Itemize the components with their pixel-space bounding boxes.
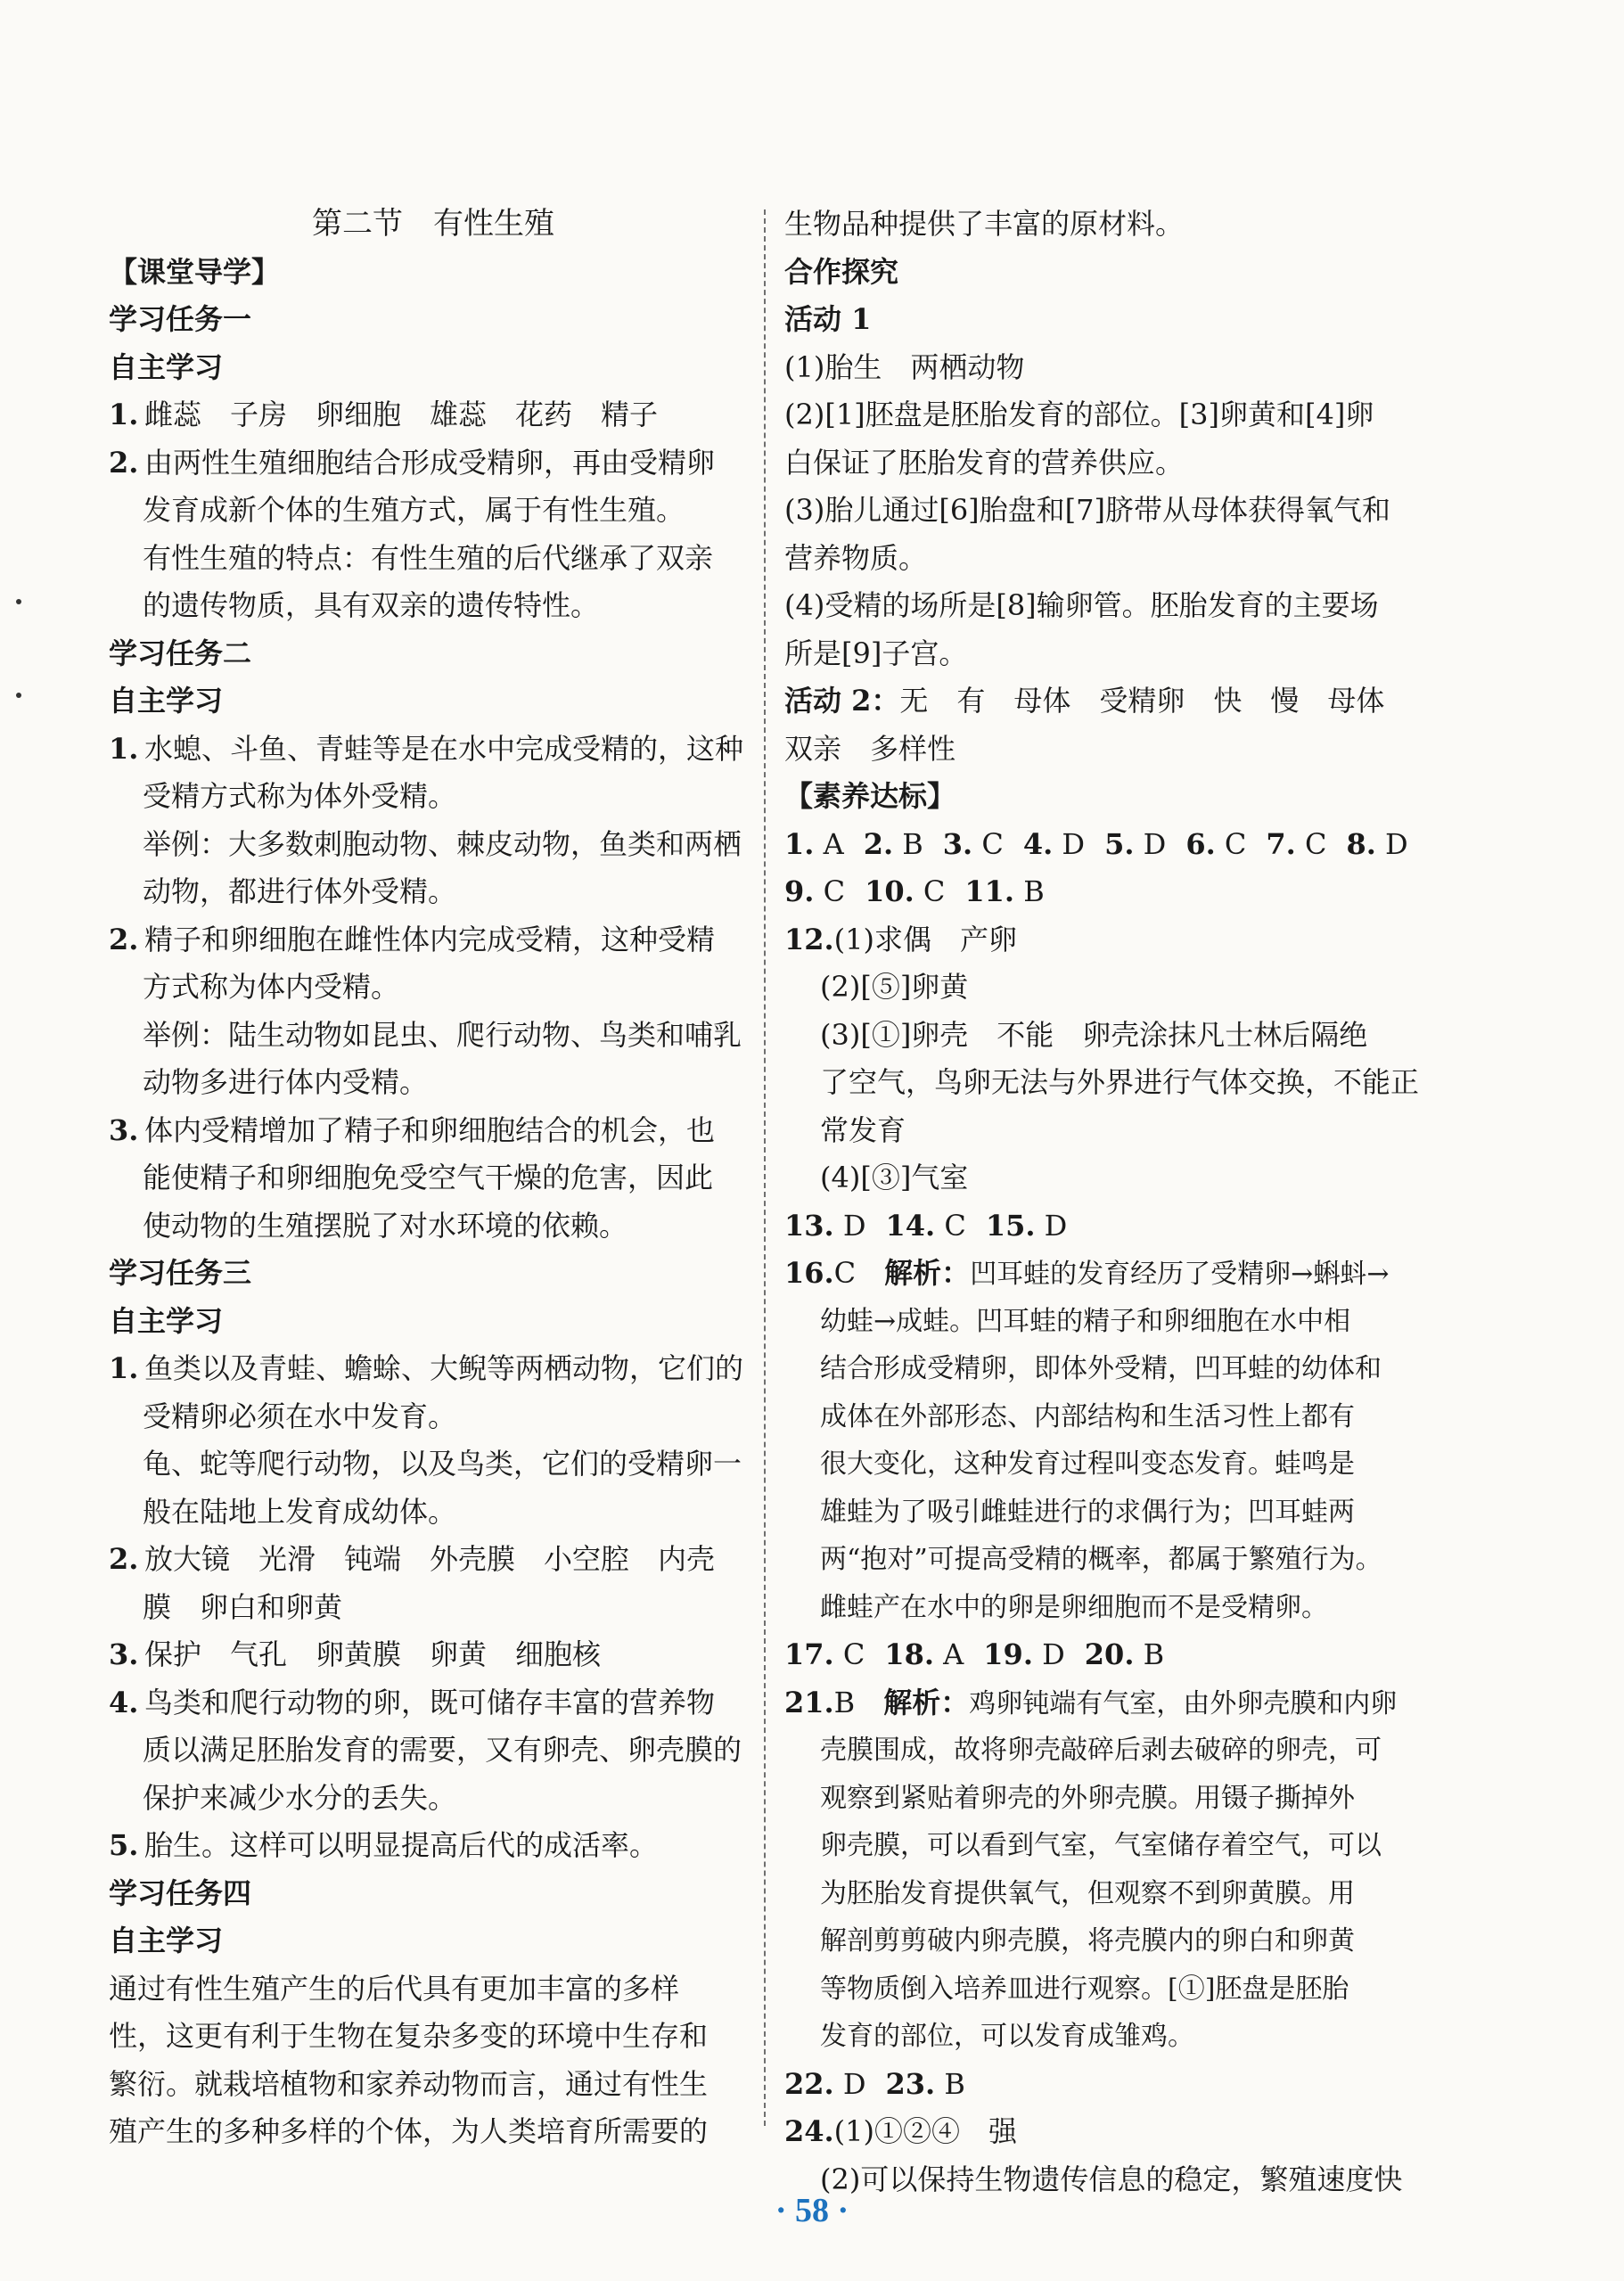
answer-value: D xyxy=(1042,1637,1065,1671)
question-number: 19. xyxy=(983,1637,1033,1671)
answer-value: D xyxy=(842,2066,866,2101)
line-text: 通过有性生殖产生的后代具有更加丰富的多样 xyxy=(109,1971,680,2006)
line-text: 学习任务一 xyxy=(109,302,252,336)
line-text: (4)受精的场所是[8]输卵管。胚胎发育的主要场 xyxy=(784,588,1379,622)
line-text: 自主学习 xyxy=(109,1303,224,1338)
line-text: 雄蛙为了吸引雌蛙进行的求偶行为；凹耳蛙两 xyxy=(820,1496,1355,1528)
page-number: · 58 · xyxy=(775,2192,849,2229)
analysis-label: 解析： xyxy=(883,1685,970,1719)
line-text: 膜 卵白和卵黄 xyxy=(143,1589,343,1624)
line-text: 常发育 xyxy=(820,1112,906,1147)
text-line xyxy=(784,582,1453,630)
answer-item xyxy=(784,821,844,869)
answer-value: A xyxy=(943,1637,964,1671)
text-line xyxy=(109,201,758,249)
line-text: 【课堂导学】 xyxy=(109,254,281,289)
question-number: 1. xyxy=(109,731,139,766)
text-line xyxy=(109,2013,758,2061)
question-number: 22. xyxy=(784,2066,834,2101)
line-text: 受精卵必须在水中发育。 xyxy=(143,1399,457,1433)
line-text: 龟、蛇等爬行动物，以及鸟类，它们的受精卵一 xyxy=(143,1447,742,1481)
text-line xyxy=(784,249,1453,297)
text-line xyxy=(784,2013,1453,2061)
answer-value: B xyxy=(1023,874,1045,908)
question-number: 1. xyxy=(109,398,139,431)
line-text: 发育成新个体的生殖方式，属于有性生殖。 xyxy=(143,493,685,527)
line-text: 有性生殖的特点：有性生殖的后代继承了双亲 xyxy=(143,540,714,575)
answer-item xyxy=(784,2061,866,2109)
line-text: 无 有 母体 受精卵 快 慢 母体 xyxy=(899,684,1385,718)
line-text: (2)[1]胚盘是胚胎发育的部位。[3]卵黄和[4]卵 xyxy=(784,398,1374,431)
answer-item xyxy=(886,1202,966,1251)
line-text: 成体在外部形态、内部结构和生活习性上都有 xyxy=(820,1400,1355,1432)
text-line xyxy=(109,1345,758,1393)
line-text: 举例：陆生动物如昆虫、爬行动物、鸟类和哺乳 xyxy=(143,1017,742,1052)
text-line xyxy=(109,391,758,439)
text-line xyxy=(784,1440,1453,1489)
line-text: 白保证了胚胎发育的营养供应。 xyxy=(784,445,1185,480)
answer-item xyxy=(1104,821,1166,869)
answer-value: D xyxy=(1385,826,1408,861)
answer-item xyxy=(986,1202,1068,1251)
line-text: 由两性生殖细胞结合形成受精卵，再由受精卵 xyxy=(144,445,716,480)
text-line xyxy=(109,1631,758,1679)
line-text: 活动 1 xyxy=(784,302,872,336)
text-line xyxy=(109,868,758,916)
margin-dot xyxy=(16,599,21,604)
line-text: 动物，都进行体外受精。 xyxy=(143,874,457,908)
line-text: 合作探究 xyxy=(784,254,899,289)
question-number: 10. xyxy=(865,874,915,908)
analysis-label: 解析： xyxy=(884,1256,971,1290)
question-number: 9. xyxy=(784,874,815,908)
answer-item xyxy=(1023,821,1085,869)
line-text: 卵壳膜，可以看到气室，气室储存着空气，可以 xyxy=(820,1830,1382,1861)
question-number: 12. xyxy=(784,922,834,956)
question-number: 17. xyxy=(784,1637,834,1671)
text-line xyxy=(109,1298,758,1346)
text-line xyxy=(784,821,1453,869)
question-number: 18. xyxy=(884,1637,934,1671)
text-line xyxy=(784,439,1453,488)
text-line xyxy=(109,1679,758,1727)
text-line xyxy=(784,1202,1453,1251)
question-number: 2. xyxy=(109,445,139,480)
text-line xyxy=(784,1393,1453,1441)
question-number: 3. xyxy=(109,1637,139,1671)
line-text: 使动物的生殖摆脱了对水环境的依赖。 xyxy=(143,1208,628,1243)
line-text: 保护来减少水分的丢失。 xyxy=(143,1780,457,1815)
line-text: 自主学习 xyxy=(109,684,224,718)
text-line xyxy=(109,249,758,297)
answer-item xyxy=(1085,1631,1164,1679)
line-text: 的遗传物质，具有双亲的遗传特性。 xyxy=(143,588,600,622)
text-line xyxy=(784,1727,1453,1775)
answer-item xyxy=(1266,821,1326,869)
line-text: 学习任务四 xyxy=(109,1875,252,1910)
line-text: 了空气，鸟卵无法与外界进行气体交换，不能正 xyxy=(820,1065,1420,1099)
question-number: 3. xyxy=(109,1112,139,1147)
line-text: 等物质倒入培养皿进行观察。[①]胚盘是胚胎 xyxy=(820,1973,1349,2005)
text-line xyxy=(784,1965,1453,2014)
text-line xyxy=(109,1059,758,1107)
text-line xyxy=(784,1059,1453,1107)
question-number: 1. xyxy=(109,1351,139,1385)
answer-item xyxy=(886,2061,965,2109)
text-line xyxy=(784,1489,1453,1537)
text-line xyxy=(109,677,758,726)
text-line xyxy=(109,1870,758,1918)
question-number: 4. xyxy=(109,1685,139,1719)
line-text: 鸟类和爬行动物的卵，既可储存丰富的营养物 xyxy=(144,1685,716,1719)
answer-value: B xyxy=(902,826,923,861)
line-text: 举例：大多数刺胞动物、棘皮动物，鱼类和两栖 xyxy=(143,826,742,861)
answer-value: A xyxy=(823,826,844,861)
answer-value: D xyxy=(842,1208,866,1243)
line-text: 两“抱对”可提高受精的概率，都属于繁殖行为。 xyxy=(820,1544,1382,1575)
question-number: 11. xyxy=(964,874,1015,908)
text-line xyxy=(784,916,1453,964)
text-line xyxy=(109,1965,758,2014)
text-line xyxy=(784,677,1453,726)
answer-value: D xyxy=(1143,826,1167,861)
text-line xyxy=(784,1345,1453,1393)
text-line xyxy=(784,535,1453,583)
line-text: (3)[①]卵壳 不能 卵壳涂抹凡士林后隔绝 xyxy=(820,1017,1368,1052)
answer-value: B xyxy=(1143,1637,1165,1671)
text-line xyxy=(109,1440,758,1489)
answer-value: C xyxy=(842,1637,865,1671)
text-line xyxy=(109,1202,758,1251)
text-line xyxy=(784,391,1453,439)
question-number: 2. xyxy=(109,1542,139,1576)
answer-item xyxy=(964,868,1044,916)
question-number: 15. xyxy=(985,1208,1036,1243)
line-text: 幼蛙→成蛙。凹耳蛙的精子和卵细胞在水中相 xyxy=(820,1305,1351,1337)
question-number: 14. xyxy=(885,1208,936,1243)
text-line xyxy=(784,773,1453,821)
question-number: 8. xyxy=(1346,826,1376,861)
line-text: 性，这更有利于生物在复杂多变的环境中生存和 xyxy=(109,2019,709,2053)
line-text: (1)胎生 两栖动物 xyxy=(784,349,1025,384)
line-text: 学习任务二 xyxy=(109,636,252,670)
text-line xyxy=(109,535,758,583)
line-text: (1)求偶 产卵 xyxy=(833,922,1018,956)
text-line xyxy=(784,1679,1453,1727)
question-number: 13. xyxy=(784,1208,834,1243)
line-text: (1)①②④ 强 xyxy=(833,2114,1018,2148)
answer-value: C xyxy=(923,874,946,908)
answer-item xyxy=(983,1631,1065,1679)
answer-item xyxy=(865,868,945,916)
line-text: 营养物质。 xyxy=(784,540,928,575)
text-line xyxy=(784,1870,1453,1918)
text-line xyxy=(109,916,758,964)
margin-dot xyxy=(16,693,21,698)
text-line xyxy=(784,1584,1453,1632)
line-text: 学习任务三 xyxy=(109,1256,252,1290)
question-number: 7. xyxy=(1266,826,1296,861)
answer-item xyxy=(884,1631,964,1679)
text-line xyxy=(784,487,1453,535)
text-line xyxy=(109,821,758,869)
text-line xyxy=(109,344,758,392)
line-text: 第二节 有性生殖 xyxy=(312,206,554,242)
answer-value: C xyxy=(1224,826,1247,861)
text-line xyxy=(784,2061,1453,2109)
text-line xyxy=(109,582,758,630)
text-line xyxy=(784,1012,1453,1060)
line-text: 保护 气孔 卵黄膜 卵黄 细胞核 xyxy=(144,1637,602,1671)
line-text: 胎生。这样可以明显提高后代的成活率。 xyxy=(144,1828,659,1862)
question-number: 24. xyxy=(784,2114,834,2148)
question-number: 2. xyxy=(863,826,894,861)
line-text: C xyxy=(833,1256,885,1290)
question-number: 16. xyxy=(784,1256,834,1290)
text-line xyxy=(784,1917,1453,1965)
text-line xyxy=(109,964,758,1012)
question-number: 20. xyxy=(1084,1637,1135,1671)
line-text: 精子和卵细胞在雌性体内完成受精，这种受精 xyxy=(144,922,716,956)
question-number: 5. xyxy=(109,1828,139,1862)
analysis-text: 鸡卵钝端有气室，由外卵壳膜和内卵 xyxy=(969,1687,1398,1719)
text-line xyxy=(784,1298,1453,1346)
analysis-text: 凹耳蛙的发育经历了受精卵→蝌蚪→ xyxy=(970,1259,1390,1290)
text-line xyxy=(109,296,758,344)
text-line xyxy=(109,487,758,535)
question-number: 4. xyxy=(1022,826,1054,861)
text-line xyxy=(109,1727,758,1775)
text-line xyxy=(109,1917,758,1965)
text-line xyxy=(109,1584,758,1632)
line-text: 壳膜围成，故将卵壳敲碎后剥去破碎的卵壳，可 xyxy=(820,1735,1382,1766)
text-line xyxy=(109,1154,758,1202)
question-number: 21. xyxy=(784,1685,834,1719)
question-number: 5. xyxy=(1104,826,1135,861)
line-text: 生物品种提供了丰富的原材料。 xyxy=(784,207,1185,241)
question-number: 1. xyxy=(784,826,815,861)
text-line xyxy=(109,2108,758,2156)
text-line xyxy=(109,1536,758,1584)
question-number: 6. xyxy=(1185,826,1216,861)
answer-value: C xyxy=(1304,826,1327,861)
answer-value: D xyxy=(1062,826,1086,861)
text-line xyxy=(109,2061,758,2109)
line-text: (2)[⑤]卵黄 xyxy=(820,970,969,1004)
text-line xyxy=(784,296,1453,344)
line-text: (3)胎儿通过[6]胎盘和[7]脐带从母体获得氧气和 xyxy=(784,493,1390,527)
question-number: 3. xyxy=(942,826,973,861)
text-line xyxy=(784,1536,1453,1584)
question-number: 23. xyxy=(885,2066,936,2101)
column-divider xyxy=(764,209,766,2126)
line-text: 方式称为体内受精。 xyxy=(143,970,400,1004)
text-line xyxy=(784,630,1453,678)
line-text: 质以满足胚胎发育的需要，又有卵壳、卵壳膜的 xyxy=(143,1733,742,1767)
line-text: B xyxy=(833,1685,884,1719)
line-text: 发育的部位，可以发育成雏鸡。 xyxy=(820,2021,1194,2052)
text-line xyxy=(109,439,758,488)
answer-value: C xyxy=(823,874,846,908)
line-text: 【素养达标】 xyxy=(784,779,956,813)
text-line xyxy=(784,1631,1453,1679)
line-text: 雌蕊 子房 卵细胞 雄蕊 花药 精子 xyxy=(144,398,659,431)
text-line xyxy=(109,1822,758,1870)
answer-value: B xyxy=(944,2066,965,2101)
answer-item xyxy=(784,1202,866,1251)
answer-item xyxy=(1346,821,1407,869)
text-line xyxy=(109,1393,758,1441)
text-line xyxy=(784,2108,1453,2156)
text-line xyxy=(109,630,758,678)
line-text: (2)可以保持生物遗传信息的稳定，繁殖速度快 xyxy=(820,2162,1403,2196)
text-line xyxy=(109,1107,758,1155)
text-line xyxy=(109,1775,758,1823)
line-text: 雌蛙产在水中的卵是卵细胞而不是受精卵。 xyxy=(820,1591,1328,1623)
line-text: 所是[9]子宫。 xyxy=(784,636,968,670)
text-line xyxy=(784,1154,1453,1202)
text-line xyxy=(109,1489,758,1537)
answer-item xyxy=(1185,821,1246,869)
line-text: 为胚胎发育提供氧气，但观察不到卵黄膜。用 xyxy=(820,1877,1355,1909)
answer-value: C xyxy=(981,826,1004,861)
line-text: (4)[③]气室 xyxy=(820,1161,969,1194)
line-text: 水螅、斗鱼、青蛙等是在水中完成受精的，这种 xyxy=(144,731,744,766)
text-line xyxy=(784,868,1453,916)
text-line xyxy=(784,1775,1453,1823)
line-text: 般在陆地上发育成幼体。 xyxy=(143,1494,457,1529)
line-text: 自主学习 xyxy=(109,1924,224,1957)
line-text: 殖产生的多种多样的个体，为人类培育所需要的 xyxy=(109,2114,709,2148)
answer-item xyxy=(864,821,923,869)
text-line xyxy=(784,201,1453,249)
text-line xyxy=(784,1250,1453,1298)
text-line xyxy=(109,773,758,821)
line-text: 繁衍。就栽培植物和家养动物而言，通过有性生 xyxy=(109,2066,709,2101)
answer-value: C xyxy=(944,1208,966,1243)
line-text: 观察到紧贴着卵壳的外卵壳膜。用镊子撕掉外 xyxy=(820,1782,1355,1814)
text-line xyxy=(109,1250,758,1298)
text-line xyxy=(109,726,758,774)
line-text: 受精方式称为体外受精。 xyxy=(143,779,457,813)
line-text: 能使精子和卵细胞免受空气干燥的危害，因此 xyxy=(143,1161,714,1194)
answer-value: D xyxy=(1044,1208,1068,1243)
line-text: 解剖剪剪破内卵壳膜，将壳膜内的卵白和卵黄 xyxy=(820,1925,1355,1957)
text-line xyxy=(109,1012,758,1060)
line-text: 体内受精增加了精子和卵细胞结合的机会，也 xyxy=(144,1112,716,1147)
line-text: 很大变化，这种发育过程叫变态发育。蛙鸣是 xyxy=(820,1448,1355,1480)
text-line xyxy=(784,1107,1453,1155)
activity-label: 活动 2： xyxy=(784,684,900,718)
line-text: 放大镜 光滑 钝端 外壳膜 小空腔 内壳 xyxy=(144,1542,716,1576)
text-line xyxy=(784,344,1453,392)
text-line xyxy=(784,726,1453,774)
answer-item xyxy=(784,1631,865,1679)
answer-item xyxy=(943,821,1004,869)
text-line xyxy=(784,1822,1453,1870)
question-number: 2. xyxy=(109,922,139,956)
line-text: 双亲 多样性 xyxy=(784,731,956,766)
right-column xyxy=(784,201,1453,2203)
answer-item xyxy=(784,868,845,916)
left-column xyxy=(109,201,758,2156)
text-line xyxy=(784,964,1453,1012)
line-text: 自主学习 xyxy=(109,349,224,384)
line-text: 结合形成受精卵，即体外受精，凹耳蛙的幼体和 xyxy=(820,1353,1382,1384)
line-text: 鱼类以及青蛙、蟾蜍、大鲵等两栖动物，它们的 xyxy=(144,1351,744,1385)
line-text: 动物多进行体内受精。 xyxy=(143,1065,429,1099)
